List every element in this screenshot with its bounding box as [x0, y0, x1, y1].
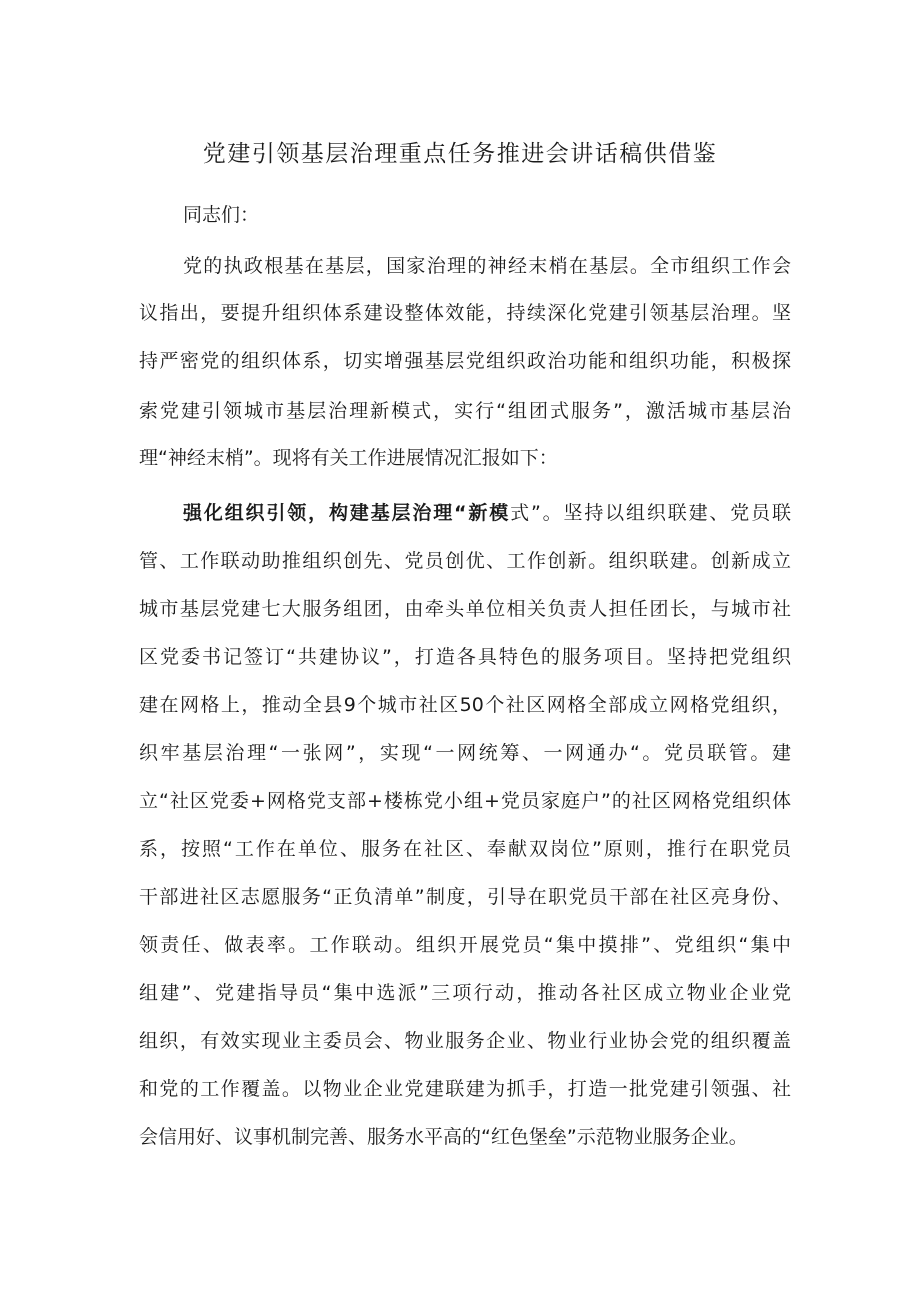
paragraph-2-line: 立“社区党委+网格党支部+楼栋党小组+党员家庭户”的社区网格党组织体 [139, 790, 791, 812]
section-heading-continuation: 式”。坚持以组织联建、党员联 [510, 502, 791, 524]
paragraph-2-line: 管、工作联动助推组织创先、党员创优、工作创新。组织联建。创新成立 [139, 550, 791, 572]
paragraph-1-line: 理“神经末梢”。现将有关工作进展情况汇报如下： [139, 447, 558, 469]
paragraph-1-line: 持严密党的组织体系，切实增强基层党组织政治功能和组织功能，积极探 [139, 350, 791, 372]
paragraph-2-line: 建在网格上，推动全县9个城市社区50个社区网格全部成立网格党组织， [139, 694, 791, 716]
paragraph-2-line: 织牢基层治理“一张网”，实现“一网统筹、一网通办“。党员联管。建 [139, 742, 791, 764]
paragraph-2-line: 组织，有效实现业主委员会、物业服务企业、物业行业协会党的组织覆盖 [139, 1030, 791, 1052]
paragraph-2-line: 区党委书记签订“共建协议”，打造各具特色的服务项目。坚持把党组织 [139, 646, 791, 668]
paragraph-2-line: 城市基层党建七大服务组团，由牵头单位相关负责人担任团长，与城市社 [139, 598, 791, 620]
paragraph-1-line: 党的执政根基在基层，国家治理的神经末梢在基层。全市组织工作会 [183, 255, 791, 277]
paragraph-2-heading-line [183, 499, 791, 527]
paragraph-2-line: 领责任、做表率。工作联动。组织开展党员“集中摸排”、党组织“集中 [139, 934, 791, 956]
paragraph-1-line: 索党建引领城市基层治理新模式，实行“组团式服务”，激活城市基层治 [139, 400, 791, 422]
section-heading: 强化组织引领，构建基层治理“新模 [183, 502, 511, 524]
paragraph-2-line: 会信用好、议事机制完善、服务水平高的“红色堡垒”示范物业服务企业。 [139, 1126, 748, 1148]
document-title: 党建引领基层治理重点任务推进会讲话稿供借鉴 [202, 141, 718, 167]
paragraph-2-line: 组建”、党建指导员“集中选派”三项行动，推动各社区成立物业企业党 [139, 982, 791, 1004]
greeting: 同志们： [183, 204, 260, 226]
paragraph-2-line: 系，按照“工作在单位、服务在社区、奉献双岗位”原则，推行在职党员 [139, 838, 791, 860]
paragraph-1-line: 议指出，要提升组织体系建设整体效能，持续深化党建引领基层治理。坚 [139, 302, 791, 324]
paragraph-2-line: 干部进社区志愿服务“正负清单”制度，引导在职党员干部在社区亮身份、 [139, 886, 791, 908]
paragraph-2-line: 和党的工作覆盖。以物业企业党建联建为抓手，打造一批党建引领强、社 [139, 1078, 791, 1100]
